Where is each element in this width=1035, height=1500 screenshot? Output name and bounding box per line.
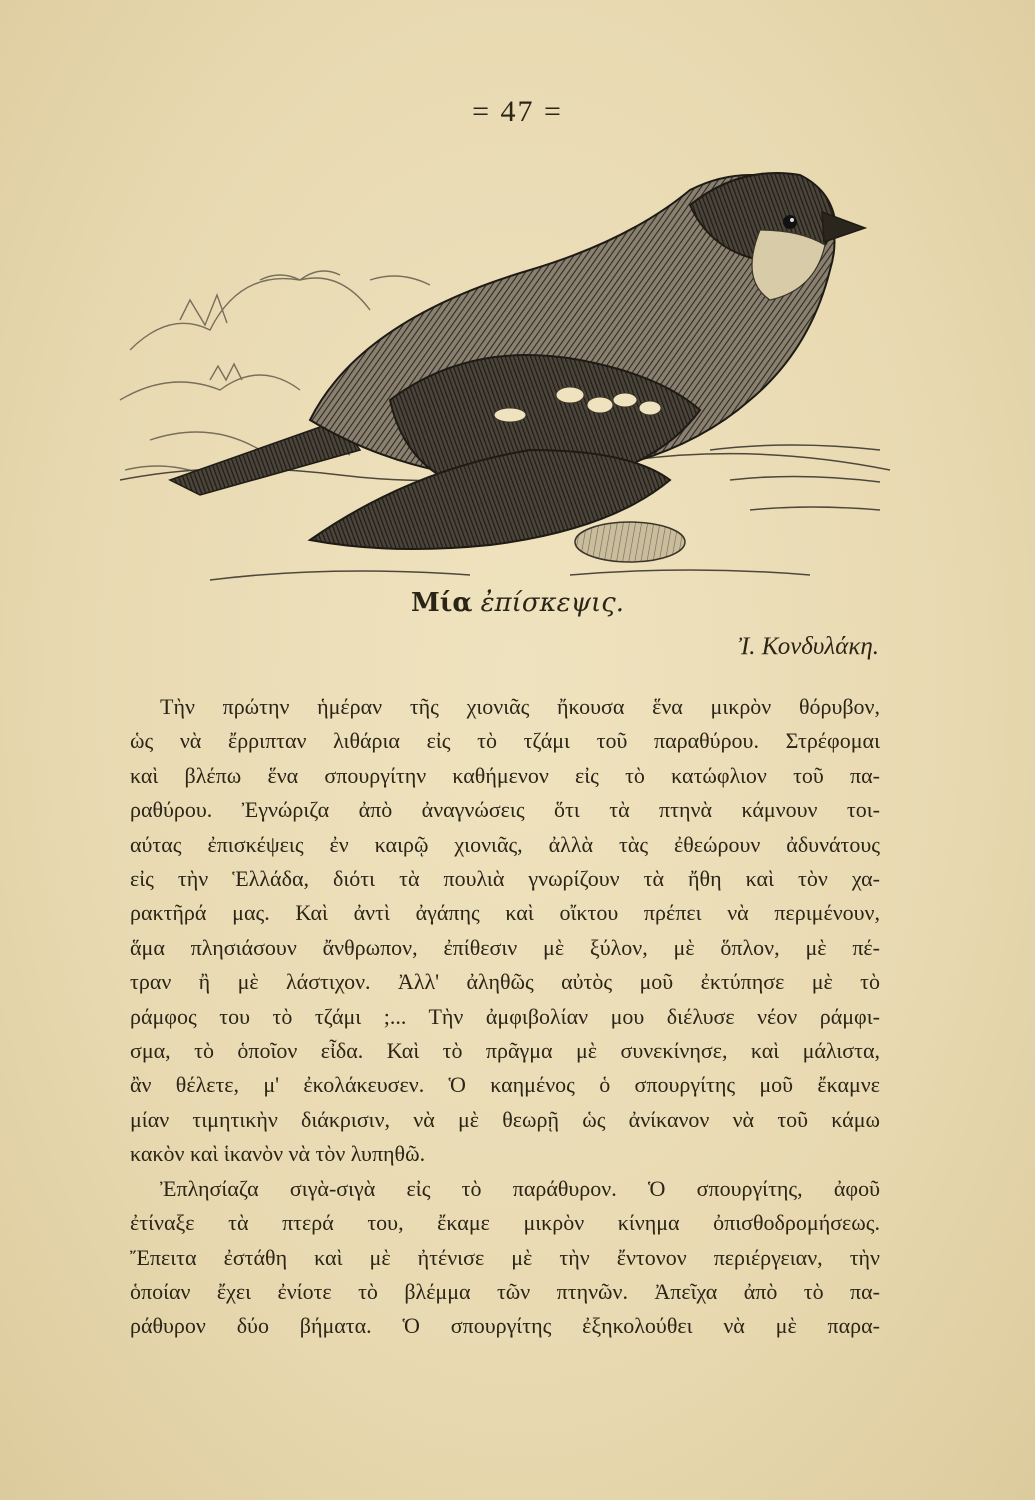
page-number: = 47 = <box>472 95 563 128</box>
text-line: μίαν τιμητικὴν διάκρισιν, νὰ μὲ θεωρῇ ὡς ἀνίκανον νὰ τοῦ κάμω <box>130 1106 880 1132</box>
text-line: εἰς τὴν Ἑλλάδα, διότι τὰ πουλιὰ γνωρίζουν τὰ ἤθη καὶ τὸν χα- <box>130 866 880 892</box>
text-line: καὶ βλέπω ἕνα σπουργίτην καθήμενον εἰς τὸ κατώφλιον τοῦ πα- <box>130 762 880 788</box>
text-line: ἅμα πλησιάσουν ἄνθρωπον, ἐπίθεσιν μὲ ξύλον, μὲ ὅπλον, μὲ πέ- <box>130 934 880 960</box>
text-line: ἐτίναξε τὰ πτερά του, ἔκαμε μικρὸν κίνημα ὀπισθοδρομήσεως. <box>130 1210 880 1236</box>
bird-illustration <box>110 150 900 590</box>
text-line: ὡς νὰ ἔρριπταν λιθάρια εἰς τὸ τζάμι τοῦ παραθύρου. Στρέφομαι <box>130 728 880 754</box>
article-body <box>130 690 880 1344</box>
article-title <box>0 588 1035 618</box>
text-line: ἂν θέλετε, μ' ἐκολάκευσεν. Ὁ καημένος ὁ σπουργίτης μοῦ ἔκαμνε <box>130 1072 880 1098</box>
text-line: ὁποίαν ἔχει ἐνίοτε τὸ βλέμμα τῶν πτηνῶν. Ἀπεῖχα ἀπὸ τὸ πα- <box>130 1278 880 1304</box>
text-line: Ἔπειτα ἐστάθη καὶ μὲ ἠτένισε μὲ τὴν ἔντονον περιέργειαν, τὴν <box>130 1244 880 1270</box>
text-line: αύτας ἐπισκέψεις ἐν καιρῷ χιονιᾶς, ἀλλὰ τὰς ἐθεώρουν ἀδυνάτους <box>130 831 880 857</box>
text-line: ρακτῆρά μας. Καὶ ἀντὶ ἀγάπης καὶ οἴκτου πρέπει νὰ περιμένουν, <box>130 900 880 926</box>
text-line: ράθυρον δύο βήματα. Ὁ σπουργίτης ἐξηκολούθει νὰ μὲ παρα- <box>130 1313 880 1339</box>
text-line: ράμφος του τὸ τζάμι ;... Τὴν ἀμφιβολίαν μου διέλυσε νέον ράμφι- <box>130 1003 880 1029</box>
text-line: σμα, τὸ ὁποῖον εἶδα. Καὶ τὸ πρᾶγμα μὲ συνεκίνησε, καὶ μάλιστα, <box>130 1038 880 1064</box>
text-line: τραν ἢ μὲ λάστιχον. Ἀλλ' ἀληθῶς αὐτὸς μοῦ ἐκτύπησε μὲ τὸ <box>130 969 880 995</box>
article-author: Ἰ. Κονδυλάκη. <box>738 633 879 660</box>
text-line: Ἐπλησίαζα σιγὰ-σιγὰ εἰς τὸ παράθυρον. Ὁ σπουργίτης, ἀφοῦ <box>160 1175 880 1201</box>
text-line: ραθύρου. Ἐγνώριζα ἀπὸ ἀναγνώσεις ὅτι τὰ πτηνὰ κάμνουν τοι- <box>130 797 880 823</box>
text-line: κακὸν καὶ ἱκανὸν νὰ τὸν λυπηθῶ. <box>130 1141 426 1167</box>
article-title-rest: ἐπίσκεψις. <box>472 588 625 618</box>
article-title-bold: Μία <box>410 588 473 618</box>
text-line: Τὴν πρώτην ἡμέραν τῆς χιονιᾶς ἤκουσα ἕνα μικρὸν θόρυβον, <box>160 694 880 719</box>
